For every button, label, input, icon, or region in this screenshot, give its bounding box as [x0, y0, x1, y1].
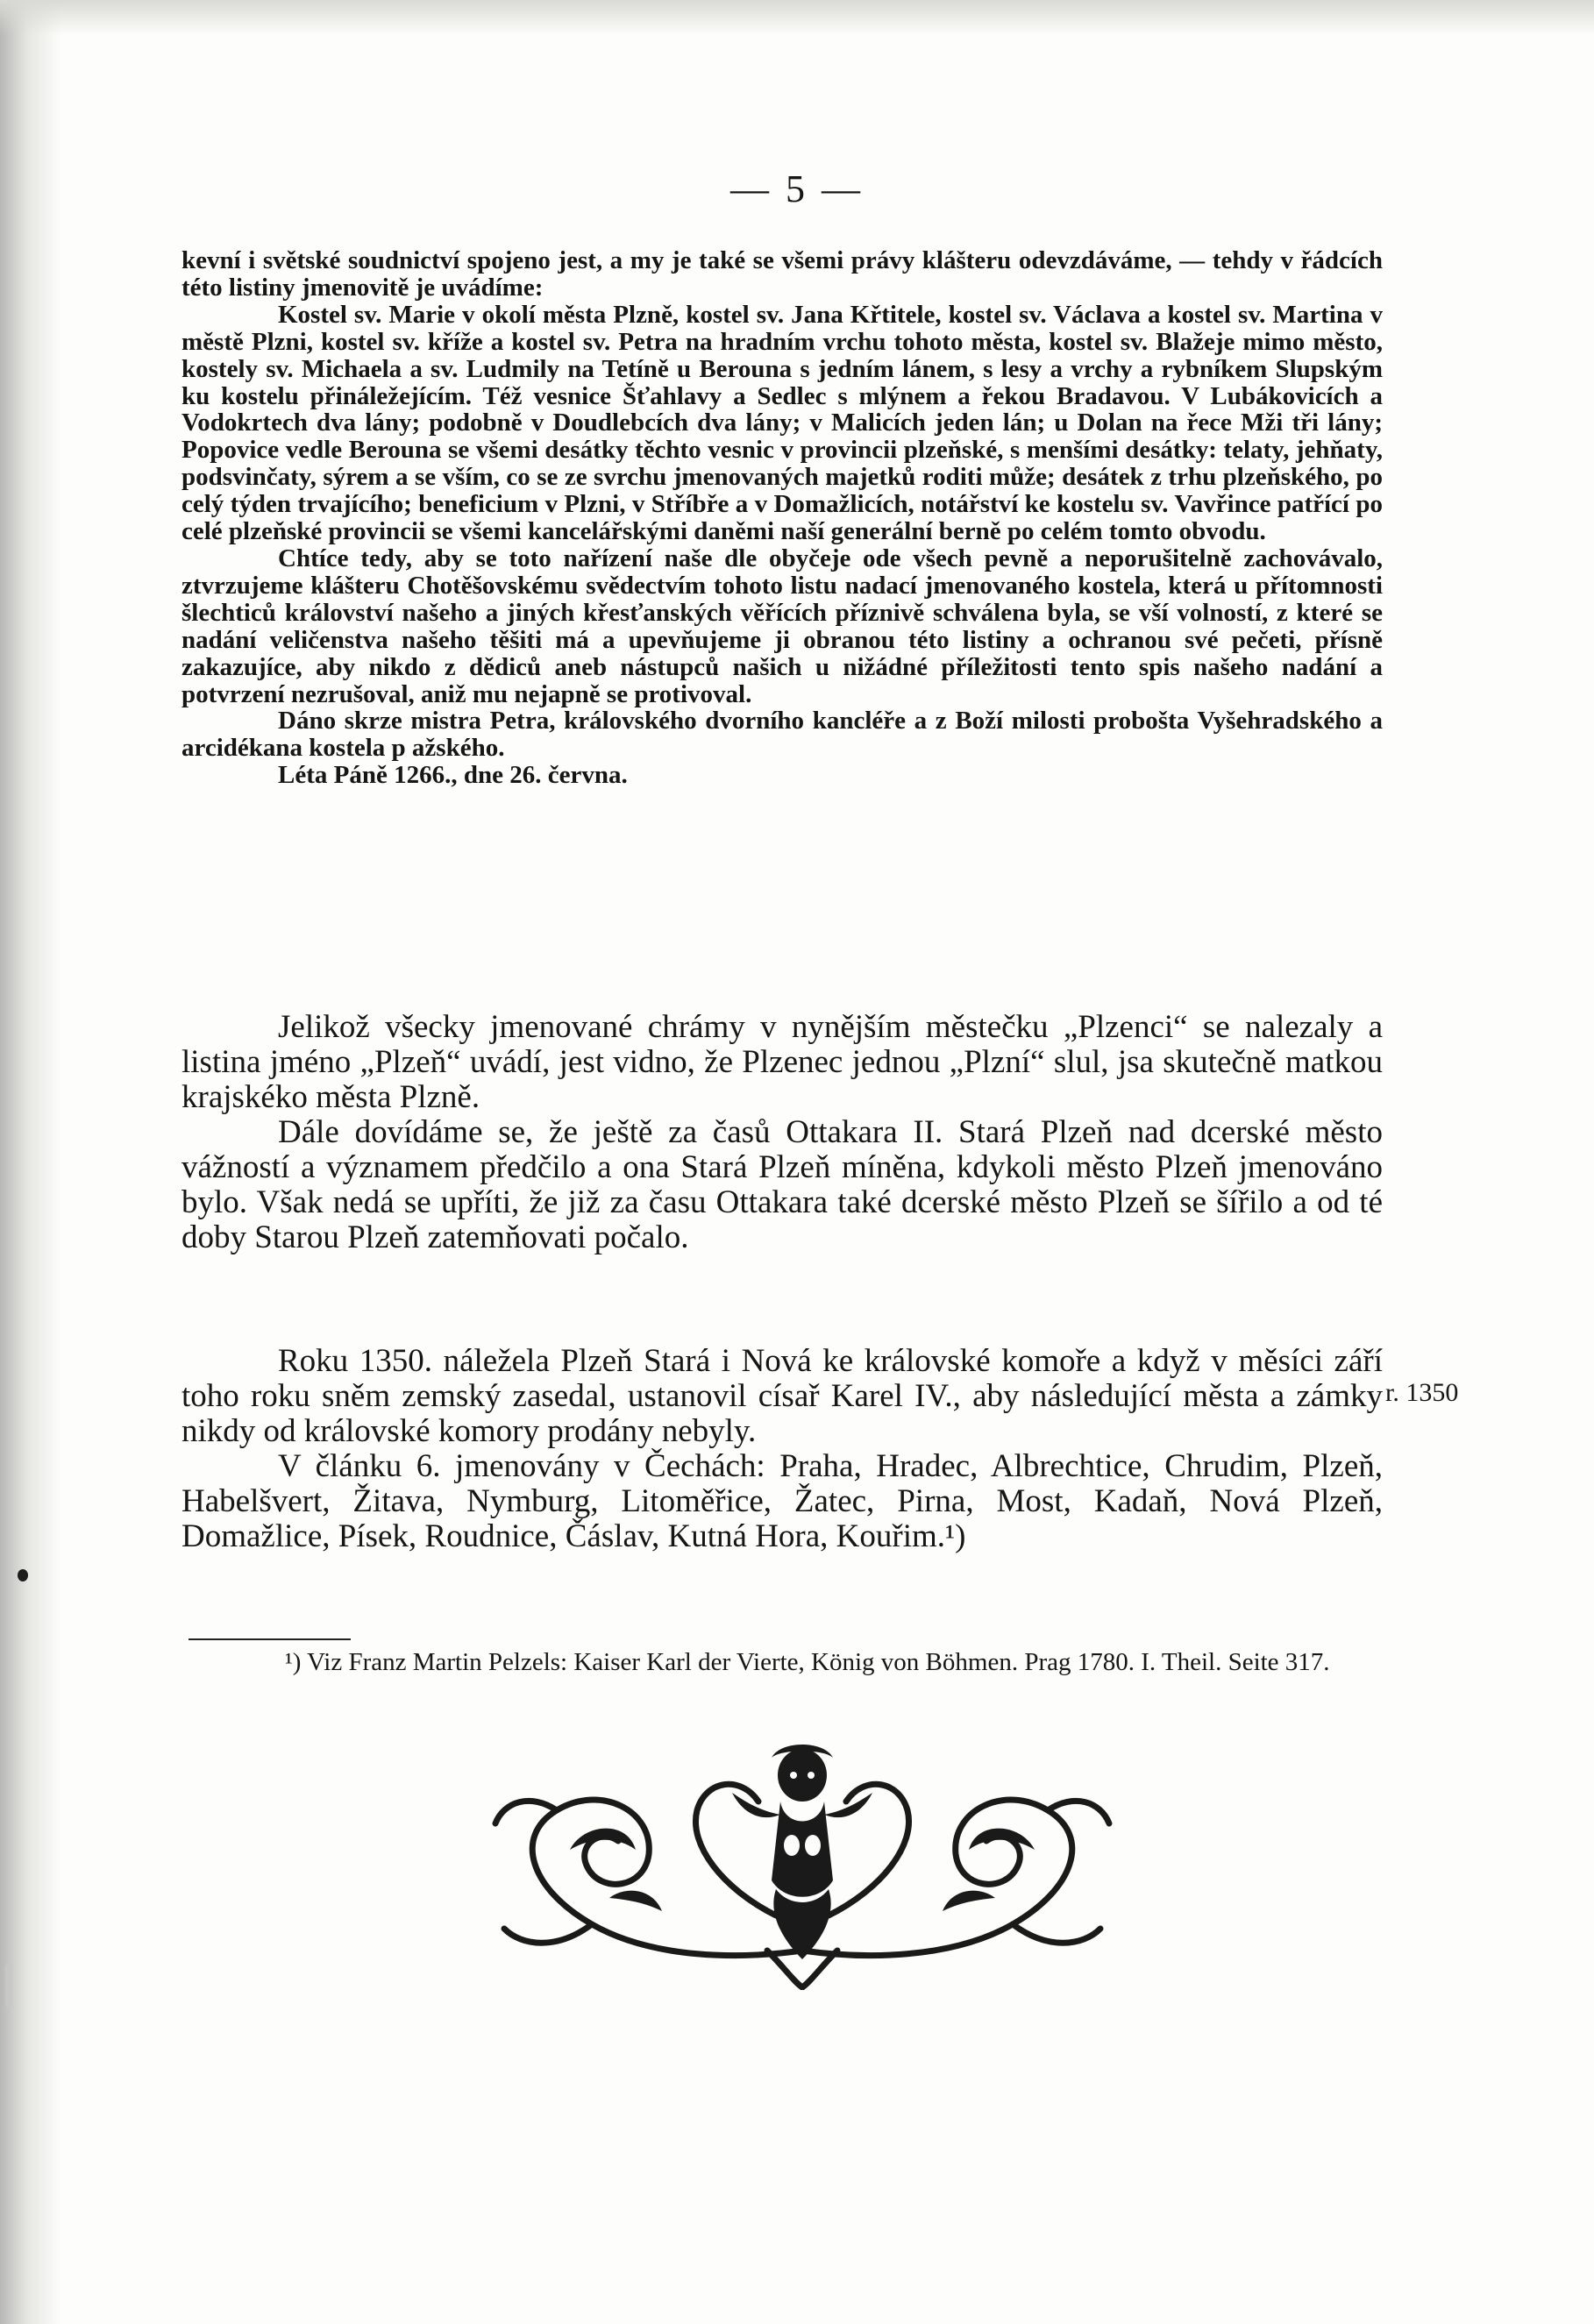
- charter-text: [181, 247, 1383, 789]
- margin-year-note: r. 1350: [1385, 1378, 1459, 1407]
- scan-speck: [18, 1569, 28, 1581]
- footnote: [189, 1648, 1381, 1677]
- charter-paragraph-1: kevní i světské soudnictví spojeno jest, a my je také se všemi právy klášteru odevzdáváme, — tehdy v řádcích této listiny jmenovitě je uvádíme:: [181, 246, 1383, 302]
- scan-edge-mark: [5, 1964, 12, 2008]
- charter-date: Léta Páně 1266., dne 26. června.: [278, 761, 628, 790]
- commentary-text-2: [181, 1344, 1383, 1554]
- commentary-text-1: [181, 1010, 1383, 1255]
- commentary-paragraph-3: Roku 1350. náležela Plzeň Stará i Nová ke královské komoře a když v měsíci září toho roku sněm zemský zasedal, ustanovil císař Karel IV., aby následující města a zámky nikdy od královské komory prodány nebyly.: [181, 1343, 1383, 1449]
- footnote-divider: [189, 1638, 351, 1640]
- footnote-text: ¹) Viz Franz Martin Pelzels: Kaiser Karl der Vierte, König von Böhmen. Prag 1780. I. Theil. Seite 317.: [285, 1648, 1330, 1676]
- charter-paragraph-2: Kostel sv. Marie v okolí města Plzně, kostel sv. Jana Křtitele, kostel sv. Václava a kostel sv. Martina v městě Plzni, kostel sv. kříže a kostel sv. Petra na hradním vrchu tohoto města, kostel sv. Blažeje mimo město, kostely sv. Michaela a sv. Ludmily na Tetíně u Berouna s jedním lánem, s lesy a vrchy a rybníkem Slupským ku kostelu přináležejícím. Též vesnice Šťahlavy a Sedlec s mlýnem a řekou Bradavou. V Lubákovicích a Vodokrtech dva lány; podobně v Doudlebcích dva lány; v Malicích jeden lán; u Dolan na řece Mži tři lány; Popovice vedle Berouna se všemi desátky těchto vesnic v provincii plzeňské, s menšími desátky: telaty, jehňaty, podsvinčaty, sýrem a se vším, co se ze svrchu jmenovaných majetků roditi může; desátek z trhu plzeňského, po celý týden trvajícího; beneficium v Plzni, v Stříbře a v Domažlicích, notářství ke kostelu sv. Vavřince patřící po celé plzeňské provincii se všemi kancelářskými daněmi naší generální berně po celém tomto obvodu.: [181, 300, 1383, 546]
- commentary-paragraph-2: Dále dovídáme se, že ještě za časů Ottakara II. Stará Plzeň nad dcerské město vážností a významem předčilo a ona Stará Plzeň míněna, kdykoli město Plzeň jmenováno bylo. Však nedá se upříti, že již za času Ottakara také dcerské město Plzeň se šířilo a od té doby Starou Plzeň zatemňovati počalo.: [181, 1114, 1383, 1255]
- commentary-paragraph-1: Jelikož všecky jmenované chrámy v nynějším městečku „Plzenci“ se nalezaly a listina jméno „Plzeň“ uvádí, jest vidno, že Plzenec jednou „Plzní“ slul, jsa skutečně matkou krajskéko města Plzně.: [181, 1009, 1383, 1115]
- charter-paragraph-4: Dáno skrze mistra Petra, královského dvorního kancléře a z Boží milosti probošta Vyšehradského a arcidékana kostela p ažského.: [181, 707, 1383, 763]
- page-number: — 5 —: [730, 167, 864, 210]
- charter-paragraph-3: Chtíce tedy, aby se toto nařízení naše dle obyčeje ode všech pevně a neporušitelně zachovávalo, ztvrzujeme klášteru Chotěšovskému svědectvím tohoto listu nadací jmenovaného kostela, která u přítomnosti šlechticů království našeho a jiných křesťanských věřících příznivě schválena byla, se vší volností, z které se nadání veličenstva našeho těšiti má a upevňujeme ji obranou této listiny a ochranou své pečeti, přísně zakazujíce, aby nikdo z dědiců aneb nástupců našich u nižádné příležitosti tento spis našeho nadání a potvrzení nezrušoval, aniž mu nejapně se protivoval.: [181, 544, 1383, 708]
- commentary-paragraph-4: V článku 6. jmenovány v Čechách: Praha, Hradec, Albrechtice, Chrudim, Plzeň, Habelšvert, Žitava, Nymburg, Litoměřice, Žatec, Pirna, Most, Kadaň, Nová Plzeň, Domažlice, Písek, Roudnice, Čáslav, Kutná Hora, Kouřim.¹): [181, 1448, 1383, 1554]
- baroque-vignette-ornament-icon: [478, 1740, 1127, 1990]
- page-shadow-top: [0, 0, 1594, 35]
